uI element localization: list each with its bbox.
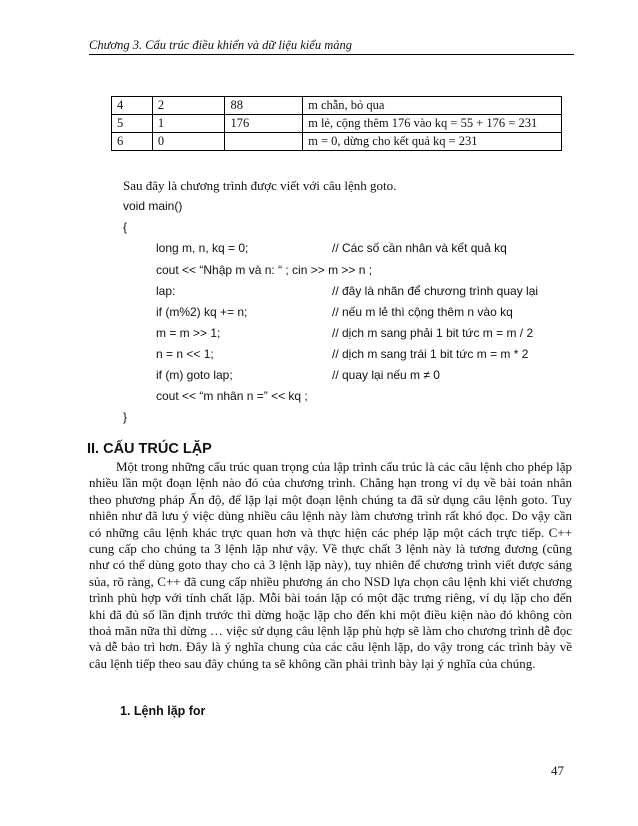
- table-cell: 176: [225, 115, 303, 133]
- code-line: if (m%2) kq += n;: [156, 305, 248, 319]
- table-cell: m chẵn, bỏ qua: [303, 97, 562, 115]
- code-signature: void main(): [123, 199, 183, 213]
- code-line: if (m) goto lap;: [156, 368, 233, 382]
- code-open-brace: {: [123, 220, 128, 234]
- table-cell: m = 0, dừng cho kết quả kq = 231: [303, 133, 562, 151]
- code-close-brace: }: [123, 410, 128, 424]
- multiplication-steps-table: [111, 96, 562, 151]
- subsection-title: 1. Lệnh lặp for: [120, 704, 206, 718]
- table-cell: 4: [112, 97, 153, 115]
- header-rule: [89, 54, 574, 55]
- table-cell: m lẻ, cộng thêm 176 vào kq = 55 + 176 = 231: [303, 115, 562, 133]
- table-row: [112, 133, 562, 151]
- code-comment: // dịch m sang trái 1 bit tức m = m * 2: [332, 347, 529, 361]
- table-cell: 1: [152, 115, 225, 133]
- code-comment: // dịch m sang phải 1 bit tức m = m / 2: [332, 326, 534, 340]
- section-paragraph: Một trong những cấu trúc quan trọng của lập trình cấu trúc là các câu lệnh cho phép lặp nhiều lần một đoạn lệnh nào đó của chương trình. Chẳng hạn trong ví dụ về bài toán nhân theo phương pháp Ấn độ, để lặp lại một đoạn lệnh chúng ta đã sử dụng câu lệnh goto. Tuy nhiên như đã lưu ý việc dùng nhiều câu lệnh này làm chương trình rất khó đọc. Do vậy cần có những câu lệnh khác trực quan hơn và thực hiện các phép lặp một cách trực tiếp. C++ cung cấp cho chúng ta 3 lệnh lặp như vậy. Về thực chất 3 lệnh này là tương đương (cũng như có thể dùng goto thay cho cả 3 lệnh lặp này), tuy nhiên để chương trình viết được sáng sủa, rõ ràng, C++ đã cung cấp nhiều phương án cho NSD lựa chọn câu lệnh khi viết chương trình phù hợp với tính chất lặp. Mỗi bài toán lặp có một đặc trưng riêng, ví dụ lặp cho đến khi đã đủ số lần định trước thì dừng hoặc lặp cho đến khi một điều kiện nào đó không còn thoả mãn nữa thì dừng … việc sử dụng câu lệnh lặp phù hợp sẽ làm cho chương trình dễ đọc và dễ bảo trì hơn. Đây là ý nghĩa chung của các câu lệnh lặp, do vậy trong các trình bày về câu lệnh tiếp theo sau đây chúng ta sẽ không cần phải trình bày lại ý nghĩa của chúng.: [89, 459, 572, 671]
- code-line: n = n << 1;: [156, 347, 214, 361]
- table-cell: 6: [112, 133, 153, 151]
- code-comment: // Các số cần nhân và kết quả kq: [332, 241, 507, 255]
- table-cell: 2: [152, 97, 225, 115]
- code-line: cout << “Nhập m và n: “ ; cin >> m >> n ;: [156, 263, 373, 277]
- code-comment: // nếu m lẻ thì cộng thêm n vào kq: [332, 305, 513, 319]
- table-cell: 5: [112, 115, 153, 133]
- code-line: cout << “m nhân n =” << kq ;: [156, 389, 308, 403]
- table-row: [112, 97, 562, 115]
- intro-text: Sau đây là chương trình được viết với câu lệnh goto.: [123, 178, 397, 193]
- code-line: long m, n, kq = 0;: [156, 241, 249, 255]
- page-number: 47: [551, 763, 564, 778]
- table-row: [112, 115, 562, 133]
- code-comment: // quay lại nếu m ≠ 0: [332, 368, 440, 382]
- code-line: lap:: [156, 284, 176, 298]
- table-cell: 88: [225, 97, 303, 115]
- section-title: II. CẤU TRÚC LẶP: [87, 441, 212, 457]
- table-cell: 0: [152, 133, 225, 151]
- code-comment: // đây là nhãn để chương trình quay lại: [332, 284, 539, 298]
- table-cell: [225, 133, 303, 151]
- running-header: Chương 3. Cấu trúc điều khiển và dữ liệu kiểu mảng: [89, 38, 352, 52]
- code-line: m = m >> 1;: [156, 326, 221, 340]
